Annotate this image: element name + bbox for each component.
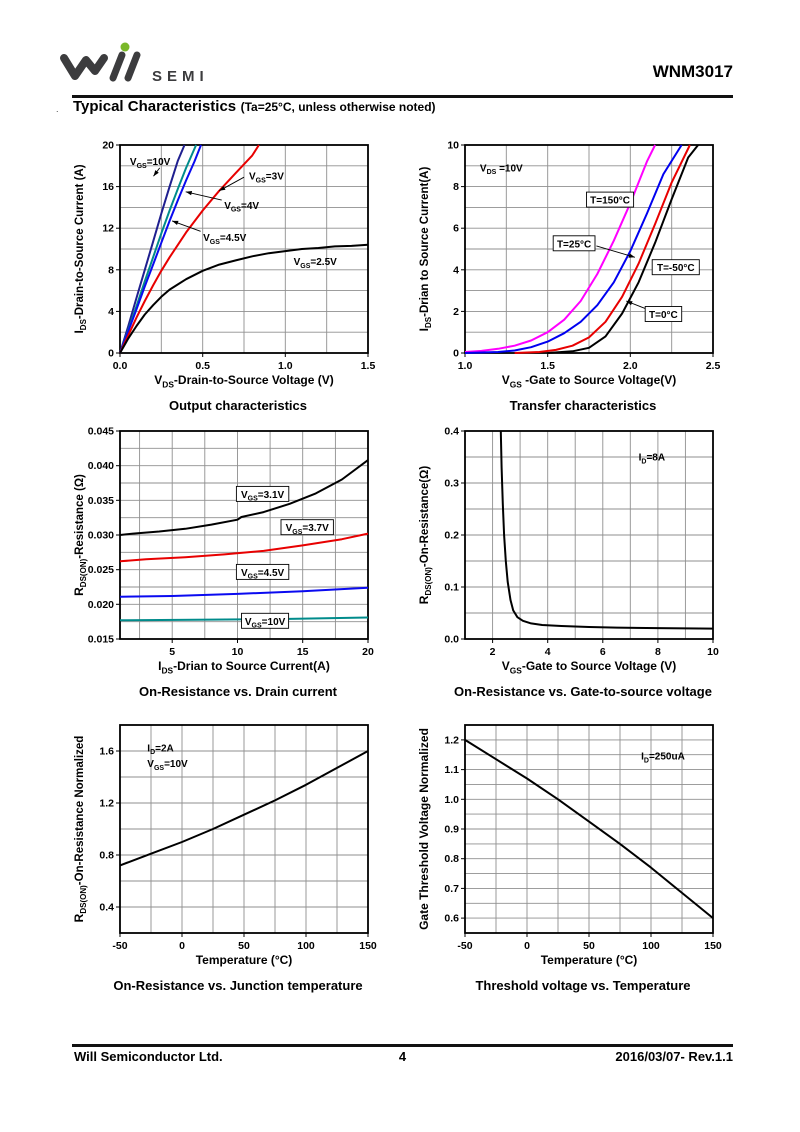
svg-text:IDS-Drain-to-Source Current (A: $I_{DS}-Drain-to$-Source Current (A) (73, 164, 89, 334)
svg-text:-50: -50 (112, 940, 128, 952)
section-title-text: Typical Characteristics (73, 98, 237, 115)
svg-text:0.1: 0.1 (444, 581, 459, 594)
svg-text:VGS=3.1V: $V_{GS}=3.1V$ (240, 489, 285, 503)
svg-text:16: 16 (102, 181, 114, 194)
chart-transfer-characteristics (418, 138, 748, 413)
svg-text:0.4: 0.4 (444, 425, 459, 438)
svg-text:VGS-Gate to Source Voltage (V): $V_{GS}$-Gate to Source Voltage (V) (501, 659, 677, 676)
svg-text:RDS(ON)-Resistance (Ω): $R_{DS(ON)}$-Resistance (Ω) (73, 474, 89, 596)
svg-text:VGS -Gate to Source Voltage(V): $V_{GS}$ -Gate to Source Voltage(V) (501, 373, 677, 390)
svg-text:0.4: 0.4 (99, 901, 114, 914)
svg-text:1.6: 1.6 (99, 745, 114, 758)
svg-text:12: 12 (102, 222, 114, 235)
svg-text:1.1: 1.1 (444, 764, 459, 777)
svg-text:10: 10 (707, 646, 719, 658)
svg-text:15: 15 (296, 646, 309, 658)
svg-text:2: 2 (489, 646, 496, 658)
svg-text:Temperature (°C): Temperature (°C) (540, 953, 638, 967)
svg-text:1.0: 1.0 (444, 793, 459, 806)
svg-text:1.0: 1.0 (277, 360, 293, 372)
svg-text:1.2: 1.2 (99, 797, 114, 810)
footer-page-number: 4 (398, 1049, 407, 1064)
svg-text:T=25°C: T=25°C (556, 239, 592, 251)
svg-text:ID=250uA: $I_D=250uA$ (641, 751, 685, 765)
svg-text:0.2: 0.2 (444, 529, 459, 542)
chart-caption: Threshold voltage vs. Temperature (475, 978, 691, 993)
svg-text:IDS-Drian to Source Current(A): $I_{DS}$-Drian to Source Current(A) (418, 166, 434, 332)
svg-text:VGS=10V: $V_{GS}=10V$ (147, 759, 188, 772)
svg-text:50: 50 (583, 940, 595, 952)
svg-text:ID=8A: $I_D=8A$ (638, 452, 666, 466)
svg-text:T=-50°C: T=-50°C (656, 263, 695, 275)
svg-text:5: 5 (169, 646, 176, 658)
svg-text:50: 50 (238, 940, 250, 952)
chart-caption: On-Resistance vs. Drain current (139, 684, 337, 699)
svg-text:6: 6 (453, 222, 459, 235)
svg-text:0.6: 0.6 (444, 912, 459, 925)
svg-text:0.9: 0.9 (444, 823, 459, 836)
svg-text:2.0: 2.0 (622, 360, 638, 372)
will-logo-icon (58, 42, 158, 90)
svg-text:Gate Threshold Voltage Normali: Gate Threshold Voltage Normalized (418, 728, 431, 930)
svg-text:VGS=10V: $V_{GS}=10V$ (129, 157, 171, 170)
svg-text:0: 0 (524, 940, 530, 952)
svg-text:0: 0 (108, 347, 114, 360)
svg-text:0.5: 0.5 (195, 360, 211, 372)
svg-text:VGS=4.5V: $V_{GS}=4.5V$ (240, 567, 285, 581)
svg-text:100: 100 (642, 940, 660, 952)
chart-caption: On-Resistance vs. Gate-to-source voltage (454, 684, 712, 699)
svg-text:VDS-Drain-to-Source Voltage (V: $V_{DS}-Drain-to$-Source Voltage (V) (154, 373, 334, 390)
svg-text:0.035: 0.035 (87, 494, 114, 507)
svg-text:0.8: 0.8 (444, 853, 459, 866)
footer-revision: 2016/03/07- Rev.1.1 (615, 1049, 733, 1064)
part-number: WNM3017 (652, 62, 733, 81)
svg-text:1.5: 1.5 (360, 360, 376, 372)
svg-text:1.2: 1.2 (444, 734, 459, 747)
svg-text:VGS=3V: $V_{GS}=3V$ (249, 171, 284, 185)
chart-caption: Transfer characteristics (509, 398, 657, 413)
on-resistance-vs-gate-voltage-plot (418, 424, 748, 676)
svg-text:2: 2 (453, 305, 459, 318)
svg-text:-50: -50 (457, 940, 473, 952)
svg-text:100: 100 (297, 940, 315, 952)
footer-rule (72, 1044, 733, 1047)
on-resistance-vs-drain-current-plot (73, 424, 403, 676)
svg-text:0.3: 0.3 (444, 477, 459, 490)
svg-text:10: 10 (231, 646, 244, 658)
svg-text:1.5: 1.5 (540, 360, 556, 372)
svg-text:0: 0 (179, 940, 185, 952)
svg-text:VGS=10V: $V_{GS}=10V$ (244, 616, 286, 630)
svg-text:VGS=4.5V: $V_{GS}=4.5V$ (203, 233, 247, 246)
chart-output-characteristics (73, 138, 403, 413)
svg-text:0.040: 0.040 (87, 460, 114, 473)
svg-text:8: 8 (453, 181, 459, 194)
svg-text:Temperature (°C): Temperature (°C) (195, 953, 293, 967)
section-title-condition: (Ta=25°C, unless otherwise noted) (240, 100, 436, 114)
chart-on-resistance-vs-temperature (73, 718, 403, 993)
svg-text:RDS(ON)-On-Resistance(Ω): $R_{DS(ON)}-On-Resistance(\Omega)$ (418, 465, 434, 605)
svg-text:T=150°C: T=150°C (590, 195, 631, 207)
svg-text:150: 150 (359, 940, 377, 952)
svg-text:4: 4 (544, 646, 551, 658)
svg-text:1.0: 1.0 (457, 360, 473, 372)
svg-text:4: 4 (453, 264, 459, 277)
svg-text:0.0: 0.0 (444, 633, 459, 646)
section-title (73, 98, 436, 116)
transfer-characteristics-plot (418, 138, 748, 390)
svg-text:6: 6 (599, 646, 606, 658)
svg-text:150: 150 (704, 940, 722, 952)
svg-text:20: 20 (102, 139, 114, 152)
svg-text:20: 20 (362, 646, 374, 658)
svg-text:0.0: 0.0 (112, 360, 128, 372)
output-characteristics-plot (73, 138, 403, 390)
threshold-voltage-vs-temperature-plot (418, 718, 748, 970)
svg-text:T=0°C: T=0°C (649, 310, 678, 321)
svg-text:10: 10 (447, 139, 459, 152)
chart-on-resistance-vs-drain-current (73, 424, 403, 699)
title-bullet: . (56, 104, 59, 114)
svg-text:8: 8 (108, 264, 114, 277)
svg-text:IDS-Drian to Source Current(A): $I_{DS}$-Drian to Source Current(A) (158, 659, 330, 676)
svg-text:VDS =10V: $V_{DS} =10V$ (479, 163, 523, 177)
svg-text:4: 4 (108, 305, 114, 318)
chart-caption: On-Resistance vs. Junction temperature (113, 978, 363, 993)
svg-text:0: 0 (453, 347, 459, 360)
svg-text:0.030: 0.030 (87, 529, 114, 542)
footer-company: Will Semiconductor Ltd. (74, 1049, 223, 1064)
svg-text:RDS(ON)-On-Resistance Normaliz: $R_{DS(ON)}-On$-Resistance Normalized (73, 735, 89, 923)
svg-text:0.020: 0.020 (87, 598, 114, 611)
chart-caption: Output characteristics (169, 398, 307, 413)
svg-text:VGS=3.7V: $V_{GS}=3.7V$ (285, 523, 329, 536)
svg-text:0.7: 0.7 (444, 882, 459, 895)
chart-on-resistance-vs-gate-voltage (418, 424, 748, 699)
svg-text:0.025: 0.025 (87, 564, 114, 577)
svg-text:0.015: 0.015 (87, 633, 114, 646)
chart-threshold-voltage-vs-temperature (418, 718, 748, 993)
on-resistance-vs-temperature-plot (73, 718, 403, 970)
svg-text:ID=2A: $I_D=2A$ (147, 743, 174, 757)
svg-text:VGS=2.5V: $V_{GS}=2.5V$ (293, 257, 337, 270)
svg-text:0.045: 0.045 (87, 425, 114, 438)
logo-text: SEMI (152, 68, 209, 85)
svg-text:8: 8 (654, 646, 661, 658)
svg-text:VGS=4V: $V_{GS}=4V$ (224, 200, 260, 214)
svg-text:0.8: 0.8 (99, 849, 114, 862)
svg-text:2.5: 2.5 (705, 360, 721, 372)
